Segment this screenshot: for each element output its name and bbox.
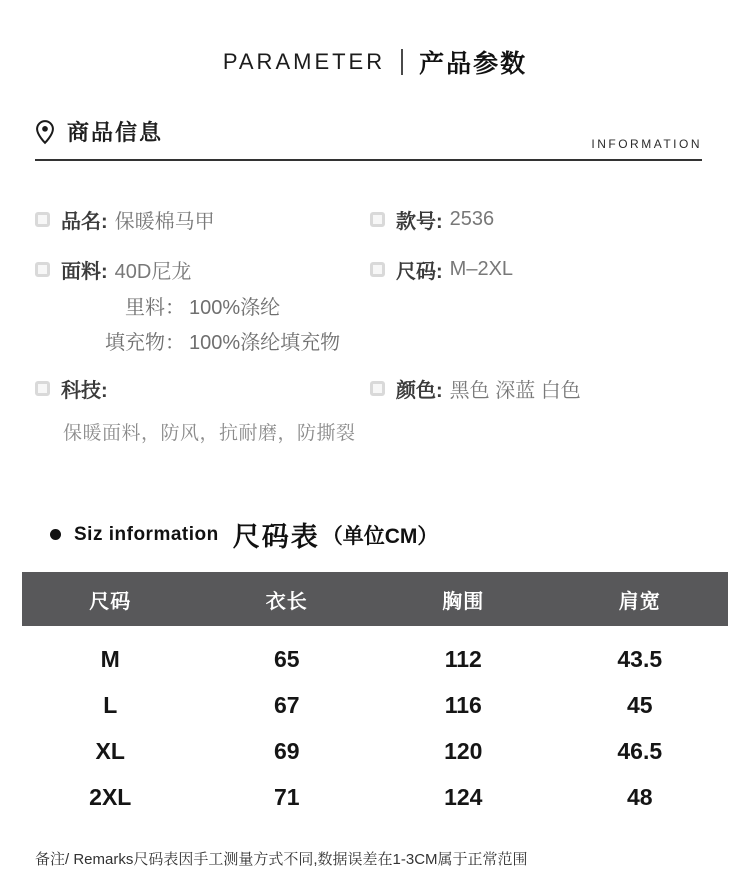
subline-label: 里料： <box>125 297 185 319</box>
cell-length: 67 <box>273 691 300 718</box>
bullet-dot-icon <box>50 529 61 540</box>
spec-label: 品名: <box>61 211 108 233</box>
cell-bust: 116 <box>444 691 482 718</box>
info-section-header <box>35 116 702 161</box>
size-section-title <box>50 515 750 554</box>
info-section-watermark: INFORMATION <box>591 137 702 151</box>
page-title-en: PARAMETER <box>222 49 386 74</box>
spec-subline-lining <box>35 291 750 320</box>
cell-length: 65 <box>273 645 300 672</box>
cell-length: 69 <box>273 737 300 764</box>
cell-bust: 112 <box>444 645 482 672</box>
spec-subline-filling <box>35 326 750 355</box>
spec-label: 科技: <box>61 380 108 402</box>
cell-shoulder: 46.5 <box>617 737 663 764</box>
square-bullet-icon <box>370 212 385 227</box>
column-header-length: 衣长 <box>265 590 308 613</box>
cell-bust: 124 <box>444 783 483 810</box>
table-row <box>22 774 728 820</box>
spec-technology <box>35 374 370 403</box>
spec-label: 款号: <box>396 211 443 233</box>
cell-size: XL <box>95 737 125 764</box>
cell-size: 2XL <box>89 783 132 810</box>
spec-style-number <box>370 205 494 234</box>
size-table-body <box>22 626 728 820</box>
subline-value: 100%涤纶填充物 <box>189 332 341 354</box>
spec-value: 保暖棉马甲 <box>114 211 215 233</box>
column-header-bust: 胸围 <box>442 590 485 613</box>
column-header-size: 尺码 <box>89 590 132 613</box>
square-bullet-icon <box>370 381 385 396</box>
cell-size: M <box>100 645 120 672</box>
size-title-en: Siz information <box>74 523 219 545</box>
spec-size-range <box>370 255 513 284</box>
spec-product-name <box>35 205 370 234</box>
spec-row-name-style <box>35 205 750 234</box>
page-title-zh: 产品参数 <box>419 50 528 78</box>
size-table <box>22 572 728 820</box>
square-bullet-icon <box>35 262 50 277</box>
spec-label: 面料: <box>61 261 108 283</box>
column-header-shoulder: 肩宽 <box>618 590 661 613</box>
spec-value: 40D尼龙 <box>114 261 192 283</box>
table-row <box>22 636 728 682</box>
spec-value: M–2XL <box>449 258 514 280</box>
size-title-zh: 尺码表 <box>232 522 320 552</box>
remarks-note: 备注/ Remarks尺码表因手工测量方式不同,数据误差在1-3CM属于正常范围 <box>35 851 528 868</box>
cell-bust: 120 <box>444 737 483 764</box>
cell-shoulder: 45 <box>626 691 653 718</box>
cell-shoulder: 48 <box>626 783 653 810</box>
spec-fabric <box>35 255 370 284</box>
spec-value: 黑色 深蓝 白色 <box>449 380 581 402</box>
spec-color <box>370 374 581 403</box>
cell-size: L <box>103 691 118 718</box>
subline-value: 100%涤纶 <box>189 297 281 319</box>
cell-length: 71 <box>273 783 300 810</box>
spec-value: 2536 <box>449 208 495 230</box>
size-table-header <box>22 572 728 626</box>
info-section-title: 商品信息 <box>67 120 164 145</box>
spec-label: 颜色: <box>396 380 443 402</box>
square-bullet-icon <box>370 262 385 277</box>
spec-row-fabric-size <box>35 255 750 284</box>
spec-label: 尺码: <box>396 261 443 283</box>
square-bullet-icon <box>35 212 50 227</box>
size-unit-note: （单位CM） <box>321 524 439 548</box>
subline-label: 填充物： <box>105 332 185 354</box>
square-bullet-icon <box>35 381 50 396</box>
location-pin-icon <box>35 119 55 145</box>
table-row <box>22 728 728 774</box>
cell-shoulder: 43.5 <box>617 645 663 672</box>
table-row <box>22 682 728 728</box>
spec-list <box>35 205 750 445</box>
title-divider <box>401 49 403 75</box>
spec-row-tech-color <box>35 374 750 403</box>
page-title <box>0 0 750 80</box>
tech-features-line: 保暖面料，防风，抗耐磨，防撕裂 <box>63 423 356 444</box>
